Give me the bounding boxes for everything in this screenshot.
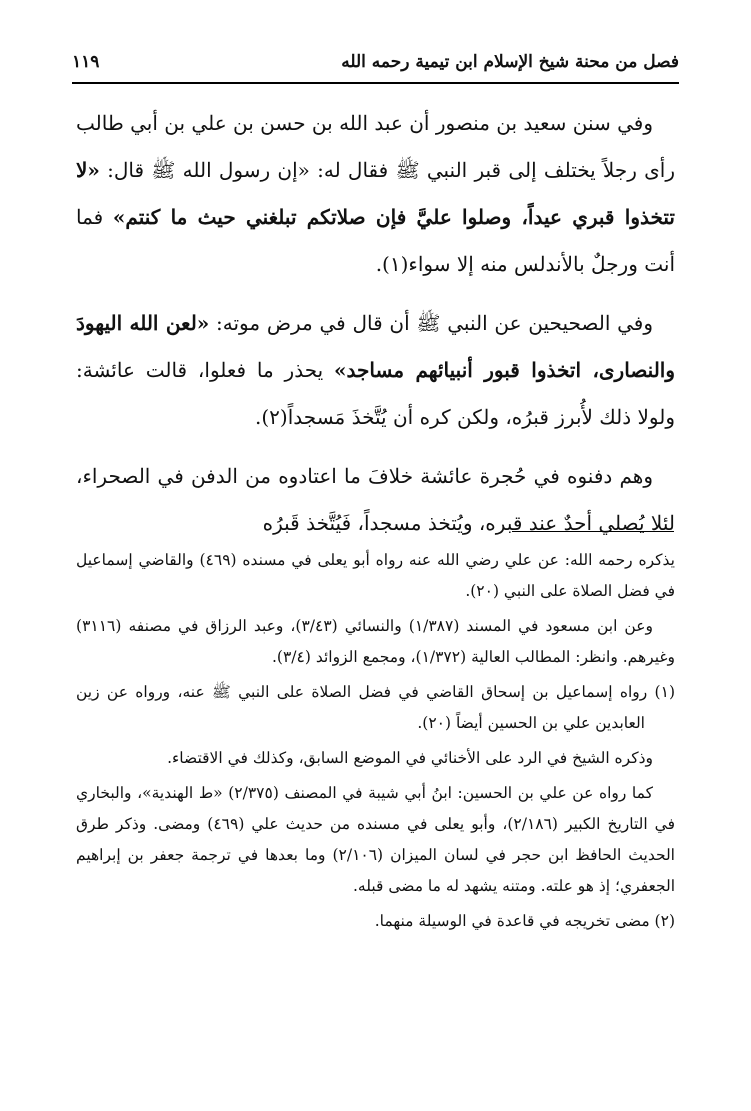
footnote-1: (١) رواه إسماعيل بن إسحاق القاضي في فضل الصلاة على النبي ﷺ عنه، ورواه عن زين العابدين علي بن الحسين أيضاً (٢٠).: [76, 683, 675, 732]
running-header: [72, 44, 679, 80]
main-text: [76, 100, 675, 559]
paragraph-3: وهم دفنوه في حُجرة عائشة خلافَ ما اعتادوه من الدفن في الصحراء، لئلا يُصلي أحدٌ عند قبره، ويُتخذ مسجداً، فَيُتَّخذ قَبرُه: [76, 464, 675, 535]
footnote-1-cont: كما رواه عن علي بن الحسين: ابنُ أبي شيبة في المصنف (٢/٣٧٥) «ط الهندية»، والبخاري في التاريخ الكبير (٢/١٨٦)، وأبو يعلى في مسنده من حديث علي (٤٦٩) ومضى. وذكر طرق الحديث الحافظ ابن حجر في لسان الميزان (٢/١٠٦) وما بعدها في ترجمة جعفر بن إبراهيم الجعفري؛ إذ هو علته. ومتنه يشهد له ما مضى قبله.: [76, 784, 676, 895]
paragraph-2: وفي الصحيحين عن النبي ﷺ أن قال في مرض موته: «لعن الله اليهودَ والنصارى، اتخذوا قبور أنبيائهم مساجد» يحذر ما فعلوا، قالت عائشة: ولولا ذلك لأُبرز قبرُه، ولكن كره أن يُتَّخذَ مَسجداً(٢).: [76, 311, 676, 429]
footnote-continuation: وعن ابن مسعود في المسند (١/٣٨٧) والنسائي (٣/٤٣)، وعبد الرزاق في مصنفه (٣١١٦) وغيرهم. وانظر: المطالب العالية (١/٣٧٢)، ومجمع الزوائد (٣/٤).: [76, 617, 675, 666]
footnote-2: (٢) مضى تخريجه في قاعدة في الوسيلة منهما.: [374, 912, 675, 930]
paragraph-1: وفي سنن سعيد بن منصور أن عبد الله بن حسن بن علي بن أبي طالب رأى رجلاً يختلف إلى قبر النبي ﷺ فقال له: «إن رسول الله ﷺ قال: «لا تتخذوا قبري عيداً، وصلوا عليَّ فإن صلاتكم تبلغني حيث ما كنتم» فما أنت ورجلٌ بالأندلس منه إلا سواء(١).: [76, 111, 675, 276]
hadith-text: «لا تتخذوا قبري عيداً، وصلوا عليَّ فإن صلاتكم تبلغني حيث ما كنتم»: [76, 158, 675, 229]
footnote-separator: [512, 531, 674, 532]
chapter-title: فصل من محنة شيخ الإسلام ابن تيمية رحمه الله: [341, 52, 679, 72]
footnote-continuation: يذكره رحمه الله: عن علي رضي الله عنه رواه أبو يعلى في مسنده (٤٦٩) والقاضي إسماعيل في فضل الصلاة على النبي (٢٠).: [76, 551, 675, 600]
hadith-text: «لعن الله اليهودَ والنصارى، اتخذوا قبور أنبيائهم مساجد»: [76, 311, 676, 382]
footnote-1-cont: وذكره الشيخ في الرد على الأخنائي في الموضع السابق، وكذلك في الاقتضاء.: [167, 749, 653, 767]
page-number: ١١٩: [72, 52, 100, 72]
header-rule: [72, 82, 679, 84]
footnotes: [76, 545, 675, 941]
